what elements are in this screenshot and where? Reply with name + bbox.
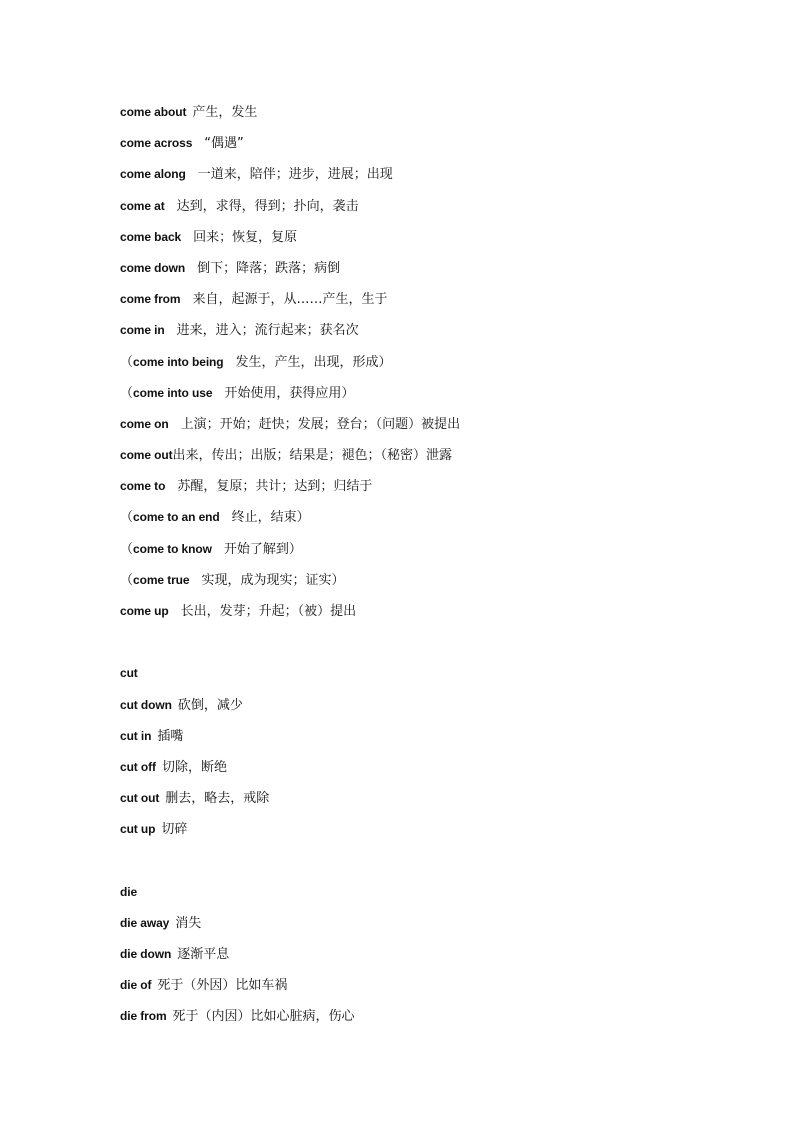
meaning-text: 终止，结束） bbox=[231, 510, 310, 526]
phrase-text: come about bbox=[120, 105, 187, 119]
meaning-text: 回来；恢复，复原 bbox=[193, 229, 298, 245]
meaning-text: 倒下；降落；跌落；病倒 bbox=[197, 260, 341, 276]
phrase-text: cut in bbox=[120, 728, 152, 743]
phrase-entry bbox=[120, 912, 740, 943]
phrase-entry bbox=[120, 226, 740, 257]
meaning-text: 砍倒，减少 bbox=[177, 697, 243, 713]
open-paren: （ bbox=[120, 541, 134, 557]
phrase-entry bbox=[120, 725, 740, 756]
phrase-entry bbox=[120, 163, 740, 194]
phrase-entry bbox=[120, 787, 740, 818]
meaning-text: 苏醒，复原；共计；达到；归结于 bbox=[177, 479, 373, 495]
meaning-text: 出来，传出；出版；结果是；褪色；（秘密）泄露 bbox=[172, 448, 453, 464]
meaning-text: 死于（内因）比如心脏病，伤心 bbox=[172, 1009, 355, 1025]
phrase-entry bbox=[120, 444, 740, 475]
phrase-entry bbox=[120, 351, 740, 382]
phrase-text: come to an end bbox=[133, 510, 220, 525]
phrase-text: come into being bbox=[133, 354, 224, 369]
meaning-text: 切碎 bbox=[161, 822, 188, 838]
phrase-text: come from bbox=[120, 292, 181, 307]
phrase-entry bbox=[120, 413, 740, 444]
phrase-text: cut bbox=[120, 666, 138, 681]
meaning-text: 长出，发芽；升起；（被）提出 bbox=[180, 604, 357, 619]
meaning-text: 实现，成为现实；证实） bbox=[201, 572, 345, 588]
phrase-entry bbox=[120, 101, 740, 132]
phrase-text: die down bbox=[120, 947, 172, 962]
phrase-text: come to bbox=[120, 479, 166, 494]
phrase-entry bbox=[120, 974, 740, 1005]
phrase-text: die away bbox=[120, 915, 170, 930]
phrase-text: come down bbox=[120, 260, 186, 275]
phrase-text: die from bbox=[120, 1009, 167, 1024]
phrase-entry bbox=[120, 132, 740, 163]
phrase-entry bbox=[120, 257, 740, 288]
open-paren: （ bbox=[120, 354, 134, 370]
phrase-list bbox=[120, 101, 740, 1037]
meaning-text: 删去，略去，戒除 bbox=[165, 791, 270, 807]
phrase-entry bbox=[120, 662, 740, 693]
phrase-text: cut out bbox=[120, 791, 160, 806]
phrase-entry bbox=[120, 1005, 740, 1036]
phrase-entry bbox=[120, 538, 740, 569]
phrase-entry bbox=[120, 881, 740, 912]
blank-line bbox=[120, 631, 740, 662]
phrase-text: come on bbox=[120, 416, 169, 431]
open-paren: （ bbox=[120, 510, 134, 526]
blank-line bbox=[120, 850, 740, 881]
open-paren: （ bbox=[120, 572, 134, 588]
open-paren: （ bbox=[120, 385, 134, 401]
meaning-text: 达到，求得，得到；扑向，袭击 bbox=[176, 198, 359, 214]
meaning-text: 产生，发生 bbox=[192, 105, 258, 120]
phrase-text: come up bbox=[120, 604, 169, 618]
phrase-text: come along bbox=[120, 167, 186, 182]
meaning-text: 一道来，陪伴；进步，进展；出现 bbox=[197, 167, 393, 183]
phrase-text: cut off bbox=[120, 759, 156, 774]
phrase-entry bbox=[120, 943, 740, 974]
phrase-text: die bbox=[120, 884, 138, 899]
phrase-text: cut down bbox=[120, 697, 172, 712]
phrase-entry bbox=[120, 382, 740, 413]
meaning-text: 进来，进入；流行起来；获名次 bbox=[176, 323, 359, 339]
phrase-entry bbox=[120, 569, 740, 600]
phrase-entry bbox=[120, 195, 740, 226]
phrase-text: come in bbox=[120, 323, 165, 338]
phrase-text: come across bbox=[120, 136, 193, 151]
phrase-entry bbox=[120, 756, 740, 787]
meaning-text: 发生，产生，出现，形成） bbox=[235, 354, 392, 370]
phrase-text: come true bbox=[133, 572, 190, 587]
phrase-text: come back bbox=[120, 229, 182, 244]
phrase-entry bbox=[120, 288, 740, 319]
meaning-text: “偶遇” bbox=[204, 136, 244, 152]
meaning-text: 开始了解到） bbox=[223, 541, 302, 557]
phrase-text: come to know bbox=[133, 541, 212, 556]
phrase-entry bbox=[120, 818, 740, 849]
meaning-text: 插嘴 bbox=[157, 728, 184, 744]
phrase-text: come out bbox=[120, 448, 173, 463]
meaning-text: 消失 bbox=[175, 915, 202, 931]
phrase-entry bbox=[120, 319, 740, 350]
phrase-text: die of bbox=[120, 978, 152, 993]
phrase-text: come into use bbox=[133, 385, 213, 400]
phrase-entry bbox=[120, 506, 740, 537]
meaning-text: 切除，断绝 bbox=[161, 759, 227, 775]
meaning-text: 开始使用，获得应用） bbox=[224, 385, 355, 401]
meaning-text: 死于（外因）比如车祸 bbox=[157, 978, 288, 994]
phrase-entry bbox=[120, 694, 740, 725]
phrase-text: cut up bbox=[120, 822, 156, 837]
phrase-entry bbox=[120, 600, 740, 631]
meaning-text: 逐渐平息 bbox=[177, 947, 230, 963]
phrase-text: come at bbox=[120, 198, 165, 213]
meaning-text: 上演；开始；赶快；发展；登台；（问题）被提出 bbox=[180, 416, 461, 432]
phrase-entry bbox=[120, 475, 740, 506]
meaning-text: 来自，起源于，从……产生，生于 bbox=[192, 292, 388, 308]
